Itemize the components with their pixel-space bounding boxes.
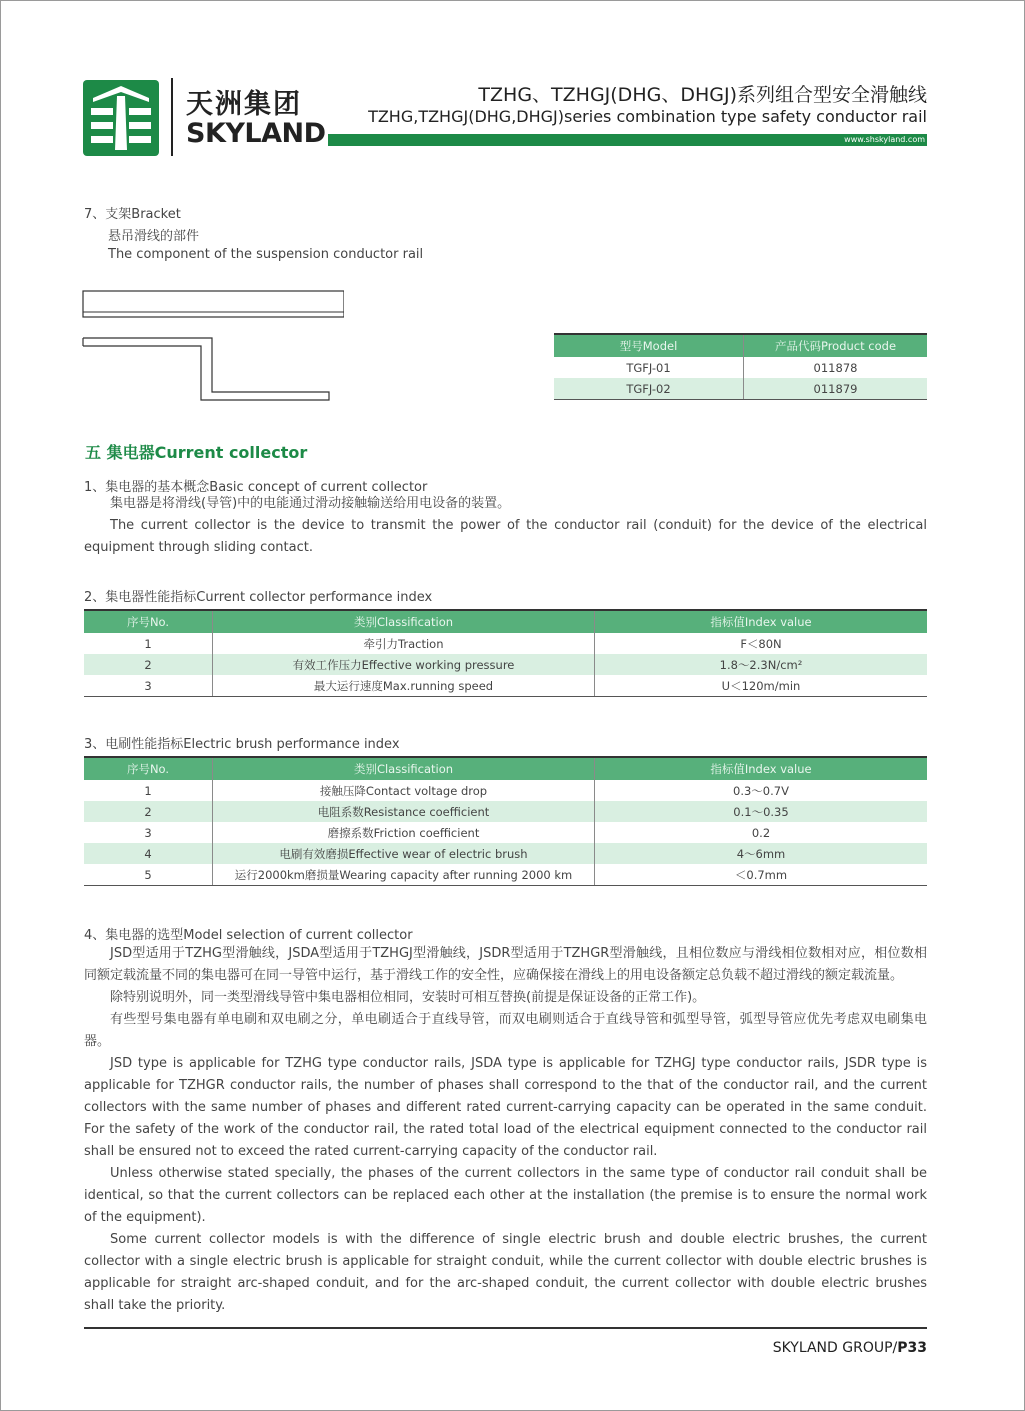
header-title-en: TZHG,TZHGJ(DHG,DHGJ)series combination type safety conductor rail [368, 107, 927, 126]
cell-class: 电阻系数Resistance coefficient [213, 801, 595, 822]
cell-value: F＜80N [595, 633, 928, 654]
bracket-drawing [82, 288, 344, 404]
table-row [84, 864, 927, 886]
cell-no: 3 [144, 825, 152, 840]
cell-no: 3 [84, 675, 213, 697]
model-p2-cn: 除特别说明外，同一类型滑线导管中集电器相位相同，安装时可相互替换(前提是保证设备的正常工作)。 [110, 990, 706, 1005]
brush-table [84, 756, 927, 886]
cell-class: 磨擦系数Friction coefficient [213, 822, 595, 843]
column-header: 型号Model [554, 334, 744, 357]
cell-no: 5 [84, 864, 213, 886]
cell-class: 运行2000km磨损量Wearing capacity after running 2000 km [213, 864, 595, 886]
cell-code: 011879 [744, 378, 928, 400]
column-header: 指标值Index value [595, 757, 928, 780]
brand-name-cn: 天洲集团 [186, 89, 302, 120]
concept-cn: 集电器是将滑线(导管)中的电能通过滑动接触输送给用电设备的装置。 [110, 496, 511, 511]
cell-value: ＜0.7mm [595, 864, 928, 886]
cell-class: 牵引力Traction [213, 633, 595, 654]
cell-code: 011878 [744, 357, 928, 378]
cell-no: 1 [144, 783, 152, 798]
table-row [84, 843, 927, 864]
cell-class: 有效工作压力Effective working pressure [213, 654, 595, 675]
skyland-logo-icon [83, 80, 159, 156]
concept-text [84, 493, 927, 559]
footer-company: SKYLAND GROUP/ [772, 1340, 898, 1356]
cell-value: 0.3～0.7V [595, 780, 928, 801]
page-number: P33 [897, 1340, 927, 1356]
model-heading: 4、集电器的选型Model selection of current collector [84, 928, 413, 943]
cell-class: 电刷有效磨损Effective wear of electric brush [213, 843, 595, 864]
header-green-bar [328, 134, 927, 146]
table-row [554, 378, 927, 400]
model-p3-cn: 有些型号集电器有单电刷和双电刷之分，单电刷适合于直线导管，而双电刷则适合于直线导管和弧型导管，弧型导管应优先考虑双电刷集电器。 [84, 1012, 927, 1049]
table-row [84, 633, 927, 654]
model-p2-en: Unless otherwise stated specially, the phases of the current collectors in the same type of conductor rail conduit shall be identical, so that the current collectors can be replaced each other at the installation (the premise is to ensure the normal work of the equipment). [84, 1166, 927, 1225]
column-header: 产品代码Product code [744, 334, 928, 357]
brand-name-en: SKYLAND [186, 118, 326, 149]
perf-table [84, 609, 927, 697]
cell-class: 最大运行速度Max.running speed [213, 675, 595, 697]
column-header: 类别Classification [213, 610, 595, 633]
header-title-cn: TZHG、TZHGJ(DHG、DHGJ)系列组合型安全滑触线 [478, 84, 927, 106]
footer-label [773, 1340, 927, 1356]
header-url: www.shskyland.com [844, 135, 925, 144]
column-header: 序号No. [84, 757, 213, 780]
cell-no: 2 [84, 801, 213, 822]
section-title: 五 集电器Current collector [85, 443, 308, 462]
table-row [84, 780, 927, 801]
cell-no: 1 [144, 636, 152, 651]
brush-heading: 3、电刷性能指标Electric brush performance index [84, 737, 400, 752]
bracket-desc-en: The component of the suspension conductor rail [108, 247, 424, 262]
cell-model: TGFJ-02 [554, 378, 744, 400]
column-header: 序号No. [84, 610, 213, 633]
cell-no: 4 [84, 843, 213, 864]
column-header: 类别Classification [213, 757, 595, 780]
bracket-desc-cn: 悬吊滑线的部件 [108, 229, 200, 244]
perf-heading: 2、集电器性能指标Current collector performance index [84, 590, 433, 605]
model-p1-cn: JSD型适用于TZHG型滑触线，JSDA型适用于TZHGJ型滑触线，JSDR型适用于TZHGR型滑触线，且相位数应与滑线相位数相对应，相位数相同额定载流量不同的集电器可在同一导管中运行，基于滑线工作的安全性，应确保接在滑线上的用电设备额定总负载不超过滑线的额定载流量。 [84, 946, 927, 983]
logo-divider [171, 78, 173, 156]
table-row [84, 675, 927, 697]
table-row [84, 822, 927, 843]
bracket-table [554, 333, 927, 400]
concept-en: The current collector is the device to transmit the power of the conductor rail (conduit) for the device of the electrical equipment through sliding contact. [84, 518, 927, 555]
cell-class: 接触压降Contact voltage drop [213, 780, 595, 801]
bracket-heading: 7、支架Bracket [84, 207, 181, 222]
cell-model: TGFJ-01 [626, 360, 671, 375]
cell-value: 1.8～2.3N/cm² [595, 654, 928, 675]
concept-heading: 1、集电器的基本概念Basic concept of current collector [84, 480, 428, 495]
model-p1-en: JSD type is applicable for TZHG type conductor rails, JSDA type is applicable for TZHGJ type conductor rails, JSDR type is applicable for TZHGR conductor rails, the number of phases shall correspond to the that of the conductor rail, and the current collectors with the same number of phases and different rated current-carrying capacity can be operated in the same conduit. For the safety of the work of the conductor rail, the rated total load of the electrical equipment connected to the conductor rail shall be ensured not to exceed the rated current-carrying capacity of the conductor rail. [84, 1056, 927, 1159]
table-row [84, 801, 927, 822]
cell-no: 2 [84, 654, 213, 675]
cell-value: 4～6mm [595, 843, 928, 864]
column-header: 指标值Index value [595, 610, 928, 633]
footer-rule [84, 1327, 927, 1329]
cell-value: 0.2 [595, 822, 928, 843]
cell-value: U＜120m/min [595, 675, 928, 697]
model-text [84, 943, 927, 1317]
table-row [84, 654, 927, 675]
cell-value: 0.1～0.35 [595, 801, 928, 822]
model-p3-en: Some current collector models is with the difference of single electric brush and double electric brushes, the current collector with a single electric brush is applicable for straight conduit, while the current collector with double electric brushes is applicable for straight arc-shaped conduit, and for the arc-shaped conduit, the current collector with double electric brushes shall take the priority. [84, 1232, 927, 1313]
table-row [554, 357, 927, 378]
